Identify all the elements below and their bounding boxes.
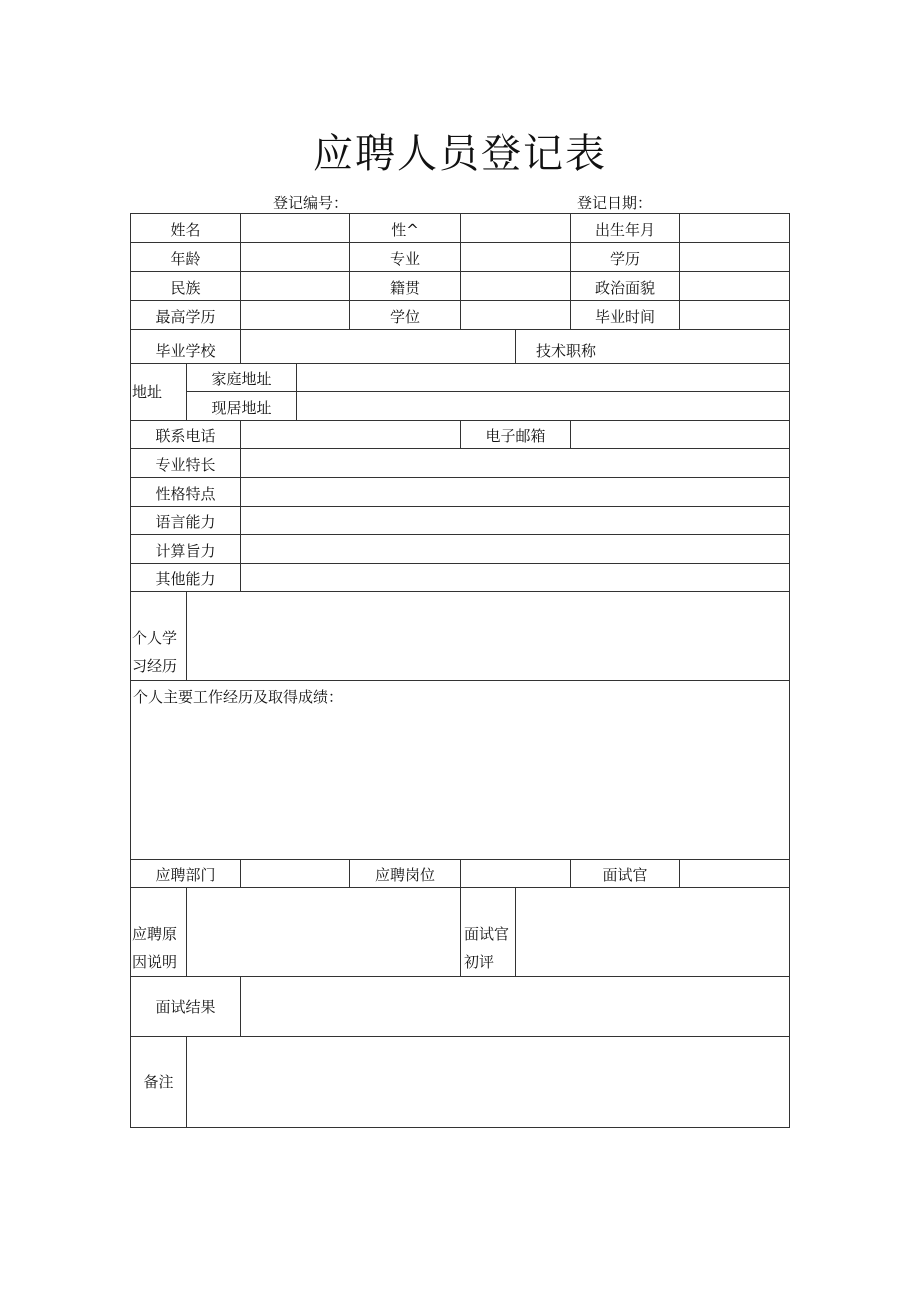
- interviewer-label: 面试官: [570, 859, 680, 888]
- title-rank-label: 技术职称: [515, 329, 571, 364]
- gender-field[interactable]: [460, 213, 571, 243]
- age-field[interactable]: [240, 242, 350, 272]
- specialty-field[interactable]: [240, 448, 790, 478]
- name-field[interactable]: [240, 213, 350, 243]
- reason-label-text: 应聘原因说明: [132, 925, 178, 971]
- other-ability-field[interactable]: [240, 563, 790, 592]
- highest-education-field[interactable]: [240, 300, 350, 330]
- position-field[interactable]: [460, 859, 571, 888]
- study-history-label-text: 个人学习经历: [132, 629, 178, 675]
- interviewer-field[interactable]: [679, 859, 790, 888]
- work-history-label: 个人主要工作经历及取得成绩：: [133, 688, 344, 706]
- remarks-label: 备注: [130, 1036, 187, 1128]
- political-status-label: 政治面貌: [570, 271, 680, 301]
- email-field[interactable]: [570, 420, 790, 449]
- title-rank-field[interactable]: [570, 329, 790, 364]
- language-ability-field[interactable]: [240, 506, 790, 535]
- computer-ability-field[interactable]: [240, 534, 790, 564]
- degree-field[interactable]: [460, 300, 571, 330]
- registration-date-label: 登记日期：: [577, 194, 653, 212]
- graduation-time-field[interactable]: [679, 300, 790, 330]
- study-history-field[interactable]: [186, 591, 790, 681]
- reason-field[interactable]: [186, 887, 461, 977]
- interview-result-field[interactable]: [240, 976, 790, 1037]
- department-field[interactable]: [240, 859, 350, 888]
- address-label: 地址: [130, 363, 187, 421]
- graduation-time-label: 毕业时间: [570, 300, 680, 330]
- personality-label: 性格特点: [130, 477, 241, 507]
- highest-education-label: 最高学历: [130, 300, 241, 330]
- work-history-field[interactable]: [130, 680, 790, 860]
- major-field[interactable]: [460, 242, 571, 272]
- language-ability-label: 语言能力: [130, 506, 241, 535]
- home-address-field[interactable]: [296, 363, 790, 392]
- initial-evaluation-label: [460, 887, 516, 977]
- name-label: 姓名: [130, 213, 241, 243]
- registration-number-label: 登记编号：: [273, 194, 349, 212]
- specialty-label: 专业特长: [130, 448, 241, 478]
- remarks-field[interactable]: [186, 1036, 790, 1128]
- major-label: 专业: [349, 242, 461, 272]
- personality-field[interactable]: [240, 477, 790, 507]
- other-ability-label: 其他能力: [130, 563, 241, 592]
- current-address-field[interactable]: [296, 391, 790, 421]
- school-label: 毕业学校: [130, 329, 241, 364]
- education-field[interactable]: [679, 242, 790, 272]
- native-place-field[interactable]: [460, 271, 571, 301]
- native-place-label: 籍贯: [349, 271, 461, 301]
- birth-field[interactable]: [679, 213, 790, 243]
- email-label: 电子邮箱: [460, 420, 571, 449]
- school-field[interactable]: [240, 329, 516, 364]
- phone-label: 联系电话: [130, 420, 241, 449]
- birth-label: 出生年月: [570, 213, 680, 243]
- education-label: 学历: [570, 242, 680, 272]
- initial-evaluation-label-text: 面试官初评: [464, 925, 510, 971]
- department-label: 应聘部门: [130, 859, 241, 888]
- reason-label: [130, 887, 187, 977]
- phone-field[interactable]: [240, 420, 461, 449]
- degree-label: 学位: [349, 300, 461, 330]
- ethnicity-field[interactable]: [240, 271, 350, 301]
- ethnicity-label: 民族: [130, 271, 241, 301]
- computer-ability-label: 计算旨力: [130, 534, 241, 564]
- initial-evaluation-field[interactable]: [515, 887, 790, 977]
- political-status-field[interactable]: [679, 271, 790, 301]
- page-title: 应聘人员登记表: [313, 131, 607, 177]
- position-label: 应聘岗位: [349, 859, 461, 888]
- age-label: 年龄: [130, 242, 241, 272]
- interview-result-label: 面试结果: [130, 976, 241, 1037]
- gender-label: 性^: [349, 213, 461, 243]
- study-history-label: [130, 591, 187, 681]
- current-address-label: 现居地址: [186, 391, 297, 421]
- home-address-label: 家庭地址: [186, 363, 297, 392]
